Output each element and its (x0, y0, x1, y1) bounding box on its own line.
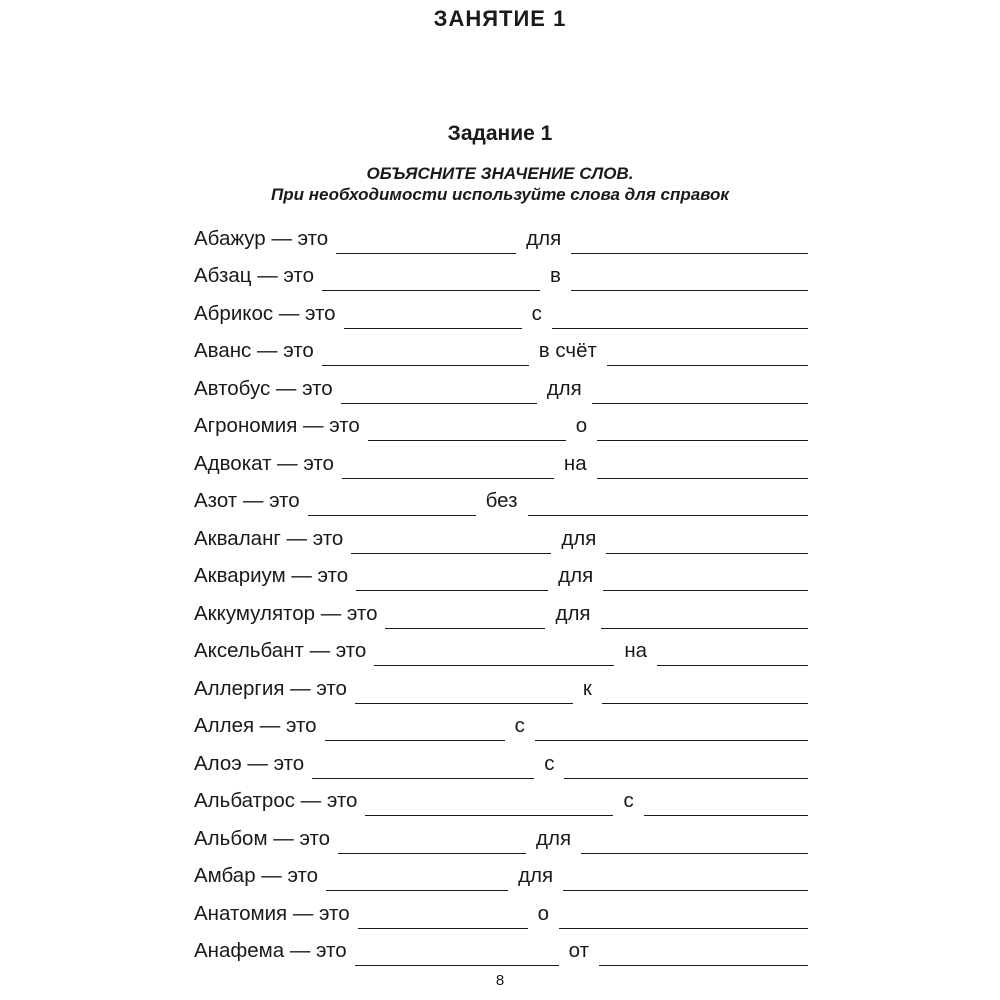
preposition-label: к (582, 676, 592, 700)
preposition-label: на (563, 451, 587, 475)
page-number: 8 (495, 972, 505, 989)
preposition-label: в (549, 264, 561, 287)
preposition-label: с (623, 789, 634, 812)
term-label: Альбатрос — это (194, 789, 358, 812)
definition-row (194, 591, 808, 629)
definition-blank[interactable] (341, 381, 537, 404)
term-label: Амбар — это (194, 864, 319, 887)
task-title: Задание 1 (447, 122, 553, 145)
definition-row (194, 216, 808, 254)
term-label: Анафема — это (194, 939, 347, 962)
definitions-list (194, 216, 808, 966)
definition-blank[interactable] (322, 343, 529, 366)
term-label: Аванс — это (194, 339, 314, 362)
definition-blank[interactable] (365, 793, 613, 816)
definition-blank[interactable] (338, 831, 526, 854)
definition-blank[interactable] (344, 306, 522, 329)
definition-row (194, 816, 808, 854)
term-label: Аквариум — это (194, 564, 349, 587)
definition-row (194, 704, 808, 742)
instruction-line-1: ОБЪЯСНИТЕ ЗНАЧЕНИЕ СЛОВ. (366, 164, 634, 183)
completion-blank[interactable] (559, 906, 808, 929)
term-label: Абзац — это (194, 264, 314, 287)
definition-blank[interactable] (336, 231, 516, 254)
definition-blank[interactable] (385, 606, 545, 629)
term-label: Альбом — это (194, 826, 331, 850)
definition-blank[interactable] (355, 943, 559, 966)
completion-blank[interactable] (581, 831, 808, 854)
definition-blank[interactable] (355, 681, 573, 704)
preposition-label: с (514, 714, 525, 737)
preposition-label: о (537, 901, 550, 925)
term-label: Аллергия — это (194, 676, 347, 700)
term-label: Анатомия — это (194, 901, 350, 925)
instruction-line-2: При необходимости используйте слова для справок (270, 185, 730, 204)
term-label: Алоэ — это (194, 751, 305, 775)
completion-blank[interactable] (528, 493, 808, 516)
definition-row (194, 404, 808, 442)
definition-row (194, 741, 808, 779)
definition-blank[interactable] (374, 643, 614, 666)
definition-row (194, 254, 808, 292)
completion-blank[interactable] (606, 531, 808, 554)
completion-blank[interactable] (535, 718, 808, 741)
completion-blank[interactable] (599, 943, 808, 966)
completion-blank[interactable] (592, 381, 808, 404)
completion-blank[interactable] (657, 643, 808, 666)
definition-blank[interactable] (326, 868, 508, 891)
definition-row (194, 854, 808, 892)
preposition-label: для (561, 526, 597, 550)
preposition-label: в счёт (538, 339, 597, 362)
definition-row (194, 516, 808, 554)
preposition-label: на (624, 639, 648, 662)
term-label: Аллея — это (194, 714, 317, 737)
term-label: Акваланг — это (194, 526, 344, 550)
completion-blank[interactable] (602, 681, 808, 704)
completion-blank[interactable] (644, 793, 808, 816)
definition-row (194, 291, 808, 329)
term-label: Агрономия — это (194, 414, 360, 437)
definition-row (194, 554, 808, 592)
preposition-label: для (546, 376, 582, 400)
term-label: Абрикос — это (194, 301, 336, 325)
preposition-label: для (536, 826, 572, 850)
completion-blank[interactable] (597, 456, 808, 479)
preposition-label: для (558, 564, 594, 587)
definition-row (194, 479, 808, 517)
definition-row (194, 329, 808, 367)
preposition-label: для (518, 864, 554, 887)
completion-blank[interactable] (552, 306, 808, 329)
task-instructions (0, 163, 1000, 205)
completion-blank[interactable] (601, 606, 808, 629)
preposition-label: для (555, 601, 591, 625)
term-label: Абажур — это (194, 226, 329, 250)
completion-blank[interactable] (597, 418, 808, 441)
preposition-label: от (568, 939, 589, 962)
term-label: Азот — это (194, 489, 300, 512)
definition-blank[interactable] (308, 493, 476, 516)
definition-blank[interactable] (356, 568, 548, 591)
definition-row (194, 779, 808, 817)
preposition-label: без (485, 489, 518, 512)
completion-blank[interactable] (564, 756, 808, 779)
preposition-label: с (531, 301, 542, 325)
definition-blank[interactable] (322, 268, 540, 291)
term-label: Аксельбант — это (194, 639, 367, 662)
preposition-label: с (544, 751, 555, 775)
definition-blank[interactable] (312, 756, 534, 779)
term-label: Аккумулятор — это (194, 601, 378, 625)
definition-row (194, 666, 808, 704)
preposition-label: о (575, 414, 588, 437)
completion-blank[interactable] (571, 231, 808, 254)
definition-blank[interactable] (358, 906, 528, 929)
definition-row (194, 929, 808, 967)
term-label: Адвокат — это (194, 451, 334, 475)
definition-blank[interactable] (342, 456, 554, 479)
completion-blank[interactable] (603, 568, 808, 591)
definition-row (194, 441, 808, 479)
term-label: Автобус — это (194, 376, 333, 400)
definition-row (194, 629, 808, 667)
definition-blank[interactable] (368, 418, 566, 441)
definition-blank[interactable] (351, 531, 551, 554)
definition-row (194, 891, 808, 929)
completion-blank[interactable] (607, 343, 808, 366)
definition-row (194, 366, 808, 404)
definition-blank[interactable] (325, 718, 505, 741)
preposition-label: для (526, 226, 562, 250)
lesson-title: ЗАНЯТИЕ 1 (433, 6, 567, 31)
completion-blank[interactable] (571, 268, 808, 291)
completion-blank[interactable] (563, 868, 808, 891)
